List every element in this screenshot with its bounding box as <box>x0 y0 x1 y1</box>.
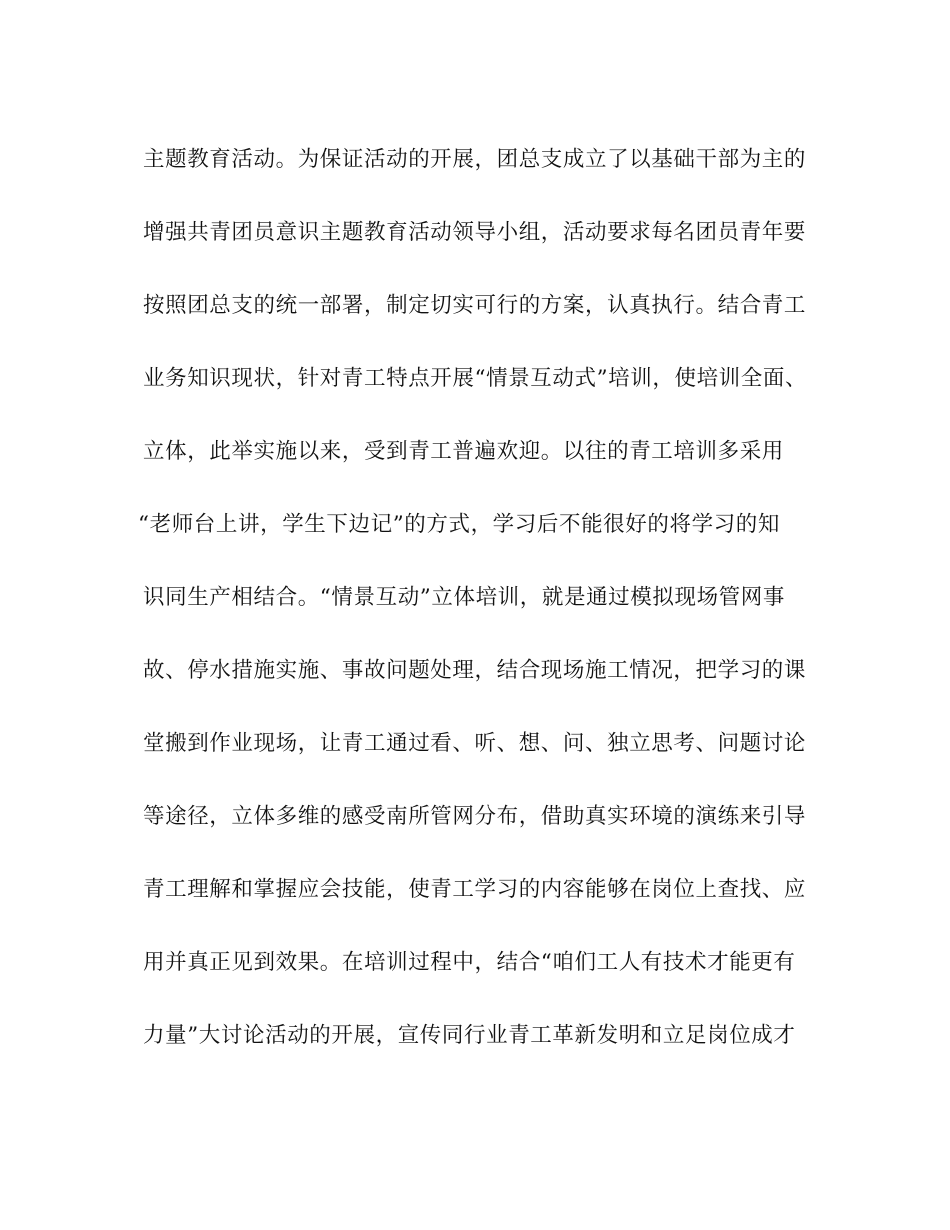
paragraph-line: 力量”大讨论活动的开展，宣传同行业青工革新发明和立足岗位成才 <box>143 1023 796 1048</box>
paragraph-line: 青工理解和掌握应会技能，使青工学习的内容能够在岗位上查找、应 <box>143 877 807 902</box>
paragraph-line: “老师台上讲，学生下边记”的方式，学习后不能很好的将学习的知 <box>138 512 780 537</box>
paragraph-line: 堂搬到作业现场，让青工通过看、听、想、问、独立思考、问题讨论 <box>143 731 807 756</box>
paragraph-line: 业务知识现状，针对青工特点开展“情景互动式”培训，使培训全面、 <box>143 366 808 391</box>
paragraph-line: 故、停水措施实施、事故问题处理，结合现场施工情况，把学习的课 <box>143 658 807 683</box>
paragraph-line: 等途径，立体多维的感受南所管网分布，借助真实环境的演练来引导 <box>143 804 807 829</box>
paragraph-line: 立体，此举实施以来，受到青工普遍欢迎。以往的青工培训多采用 <box>143 439 784 464</box>
paragraph-line: 用并真正见到效果。在培训过程中，结合“咱们工人有技术才能更有 <box>143 950 796 975</box>
paragraph-line: 按照团总支的统一部署，制定切实可行的方案，认真执行。结合青工 <box>143 293 807 318</box>
paragraph-line: 主题教育活动。为保证活动的开展，团总支成立了以基础干部为主的 <box>143 147 807 172</box>
paragraph-line: 增强共青团员意识主题教育活动领导小组，活动要求每名团员青年要 <box>143 220 807 245</box>
paragraph-line: 识同生产相结合。“情景互动”立体培训，就是通过模拟现场管网事 <box>143 585 785 610</box>
